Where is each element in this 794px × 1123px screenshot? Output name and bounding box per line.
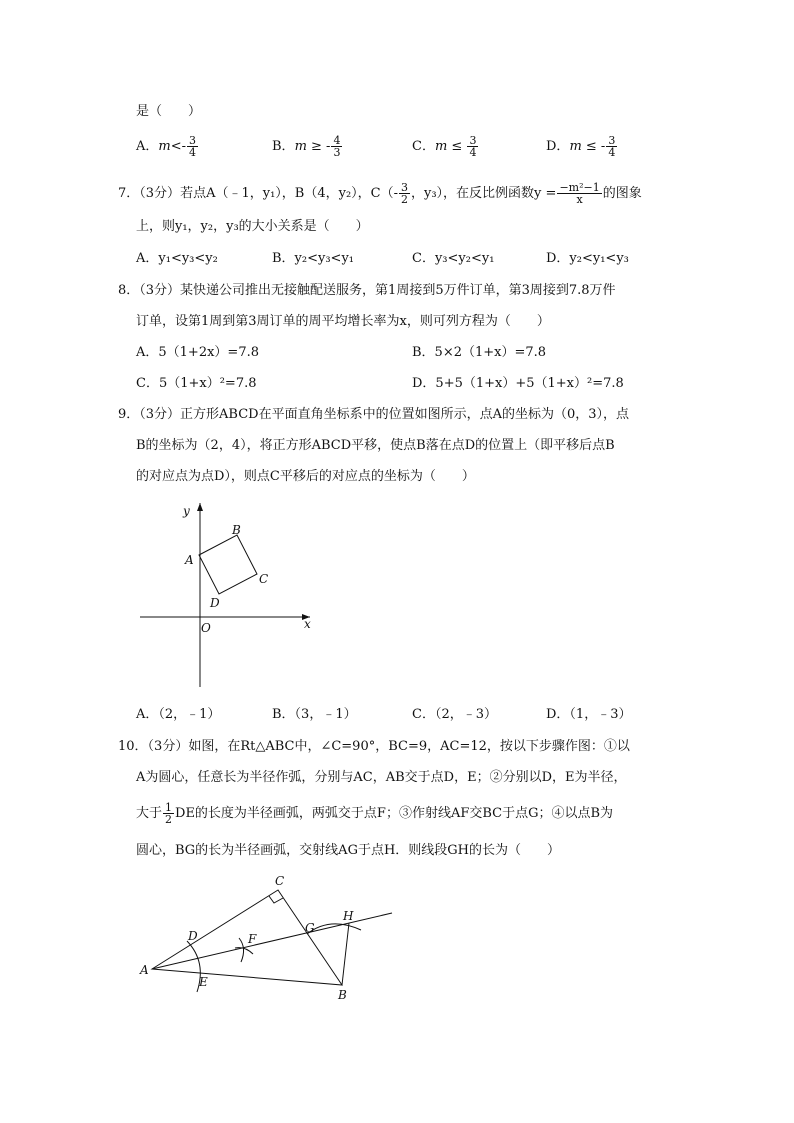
q10-stem-line4: 圆心，BG的长为半径画弧，交射线AG于点H．则线段GH的长为（ ） xyxy=(136,843,561,858)
q10-label-e: E xyxy=(199,975,208,989)
q10-label-f: F xyxy=(248,932,257,946)
q9-option-d: D．（1，﹣3） xyxy=(546,707,632,722)
q10-segment-bh xyxy=(342,923,349,985)
q9-label-c: C xyxy=(259,572,269,586)
q10-label-h: H xyxy=(343,909,354,923)
q9-option-c: C．（2，﹣3） xyxy=(412,707,497,722)
q10-label-c: C xyxy=(275,874,285,888)
q8-stem-line1: 8．（3分）某快递公司推出无接触配送服务，第1周接到5万件订单，第3周接到7.8万件 xyxy=(118,283,616,298)
q9-label-o: O xyxy=(201,621,211,635)
q9-y-arrow xyxy=(197,503,203,511)
q9-label-a: A xyxy=(185,553,194,567)
q10-stem-line2: A为圆心，任意长为半径作弧，分别与AC，AB交于点D，E；②分别以D，E为半径， xyxy=(136,770,627,785)
q10-label-b: B xyxy=(338,988,347,1002)
q6-tail: 是（ ） xyxy=(136,104,202,119)
q10-label-g: G xyxy=(305,921,315,935)
q8-option-b: B．5×2（1+x）=7.8 xyxy=(412,345,547,360)
q10-triangle-abc xyxy=(152,890,342,985)
q7-option-d: D．y₂<y₁<y₃ xyxy=(546,251,629,266)
q6-option-b: B．m ≥ - $\frac{4}{3}$ xyxy=(272,134,341,159)
q10-stem-line3: 大于 $\frac{1}{2}$ DE的长度为半径画弧，两弧交于点F；③作射线AF交BC于点G；④以点B为 xyxy=(136,801,614,826)
q9-option-b: B．（3，﹣1） xyxy=(272,707,357,722)
q9-stem-line3: 的对应点为点D），则点C平移后的对应点的坐标为（ ） xyxy=(136,469,475,484)
q9-option-a: A．（2，﹣1） xyxy=(136,707,221,722)
q9-square-abcd xyxy=(199,535,257,594)
q9-figure xyxy=(130,495,330,695)
q10-stem-line1: 10．（3分）如图，在Rt△ABC中，∠C=90°，BC=9，AC=12，按以下步骤作图：①以 xyxy=(118,739,630,754)
q7-option-c: C．y₃<y₂<y₁ xyxy=(412,251,495,266)
q8-option-c: C．5（1+x）²=7.8 xyxy=(136,376,257,391)
q10-label-a: A xyxy=(140,963,149,977)
q9-label-d: D xyxy=(210,596,220,610)
q9-label-y: y xyxy=(183,504,190,518)
q9-stem-line1: 9．（3分）正方形ABCD在平面直角坐标系中的位置如图所示，点A的坐标为（0，3），点 xyxy=(118,407,630,422)
q10-arc-gh xyxy=(307,924,361,934)
q8-option-d: D．5+5（1+x）+5（1+x）²=7.8 xyxy=(412,376,624,391)
q10-figure xyxy=(135,870,405,1010)
q6-option-d: D．m ≤ - $\frac{3}{4}$ xyxy=(546,134,616,159)
q10-right-angle-mark xyxy=(269,896,283,903)
q6-option-c: C．m ≤ $\frac{3}{4}$ xyxy=(412,134,477,159)
q9-label-x: x xyxy=(304,617,311,631)
q9-label-b: B xyxy=(232,523,241,537)
q7-option-a: A．y₁<y₃<y₂ xyxy=(136,251,218,266)
q7-stem-line1: 7．（3分）若点A（﹣1，y₁），B（4，y₂），C（- $\frac{3}{2}$ ，y₃），在反比例函数y = $\frac{\text{−m²−1}}{x}$ 的图象 xyxy=(118,181,642,206)
q10-arc-f1 xyxy=(239,938,244,962)
q9-stem-line2: B的坐标为（2，4），将正方形ABCD平移，使点B落在点D的位置上（即平移后点B xyxy=(136,438,615,453)
q8-stem-line2: 订单，设第1周到第3周订单的周平均增长率为x，则可列方程为（ ） xyxy=(136,314,550,329)
q6-option-a: A．m<- $\frac{3}{4}$ xyxy=(136,134,197,159)
q10-label-d: D xyxy=(188,929,198,943)
q7-stem-line2: 上，则y₁，y₂，y₃的大小关系是（ ） xyxy=(136,219,369,234)
q7-option-b: B．y₂<y₃<y₁ xyxy=(272,251,355,266)
q8-option-a: A．5（1+2x）=7.8 xyxy=(136,345,259,360)
